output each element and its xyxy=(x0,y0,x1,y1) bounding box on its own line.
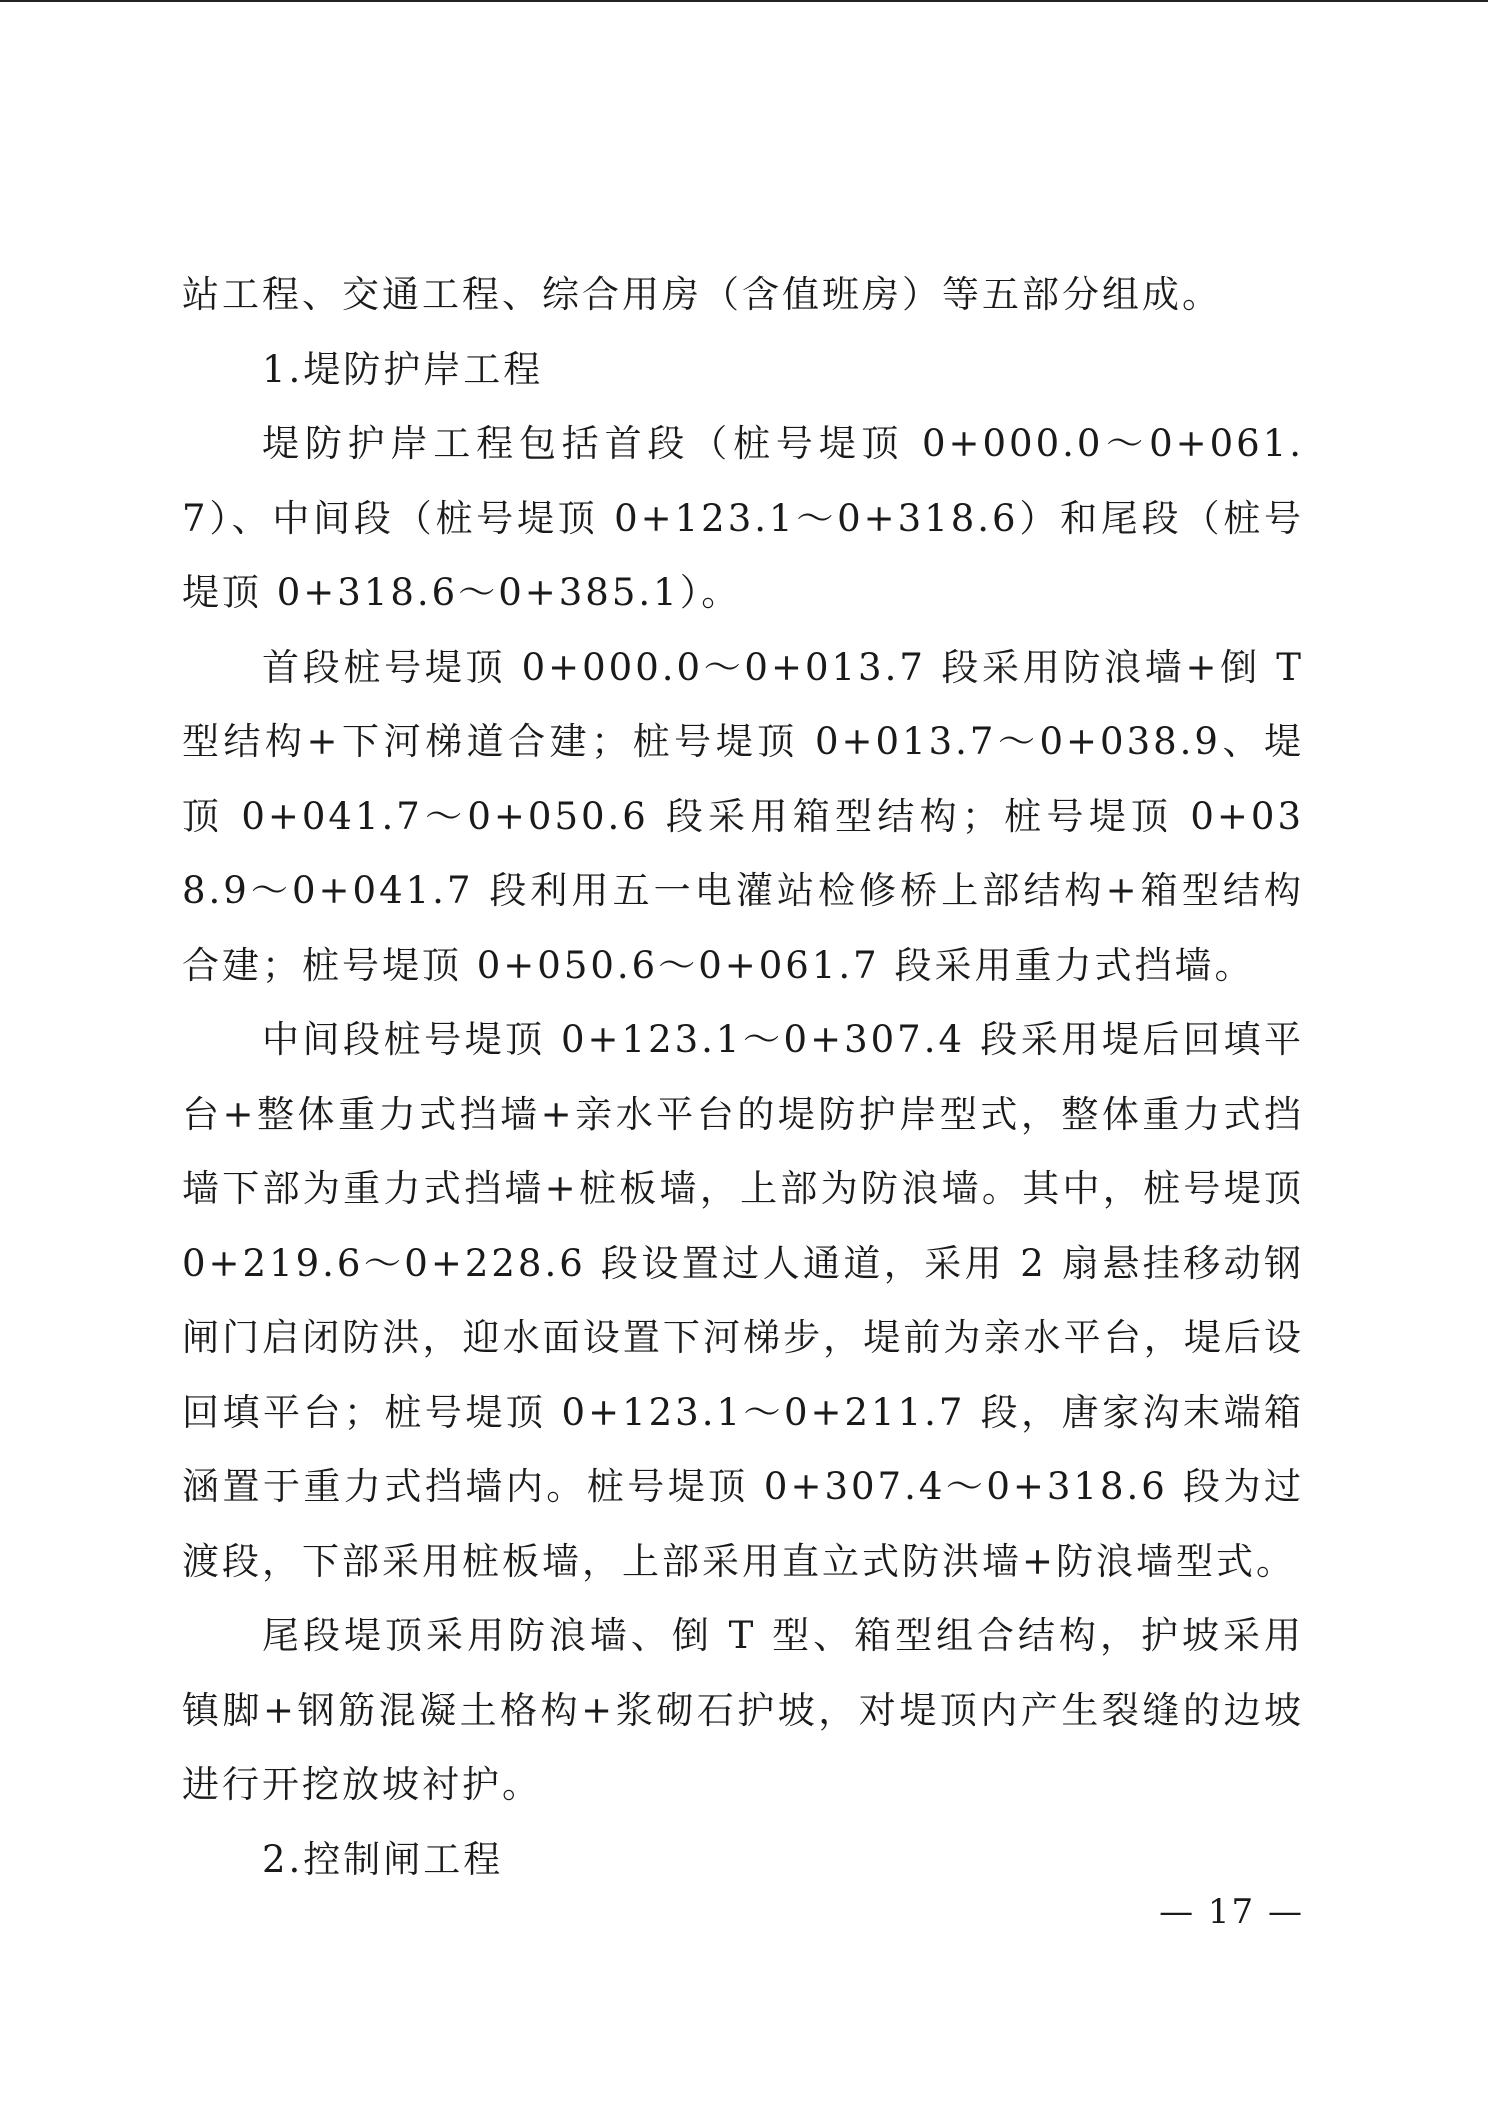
paragraph-continuation: 站工程、交通工程、综合用房（含值班房）等五部分组成。 xyxy=(182,273,1222,316)
section-heading-embankment: 1.堤防护岸工程 xyxy=(262,347,544,391)
page-number: — 17 — xyxy=(1159,1892,1304,1932)
document-body xyxy=(182,258,1304,1897)
paragraph-middle-section: 中间段桩号堤顶 0+123.1～0+307.4 段采用堤后回填平台+整体重力式挡墙+亲水平台的堤防护岸型式，整体重力式挡墙下部为重力式挡墙+桩板墙，上部为防浪墙。其中，桩号堤顶 0+219.6～0+228.6 段设置过人通道，采用 2 扇悬挂移动钢闸门启闭防洪，迎水面设置下河梯步，堤前为亲水平台，堤后设回填平台；桩号堤顶 0+123.1～0+211.7 段，唐家沟末端箱涵置于重力式挡墙内。桩号堤顶 0+307.4～0+318.6 段为过渡段，下部采用桩板墙，上部采用直立式防洪墙+防浪墙型式。 xyxy=(182,1018,1304,1583)
paragraph-first-section: 首段桩号堤顶 0+000.0～0+013.7 段采用防浪墙+倒 T 型结构+下河梯道合建；桩号堤顶 0+013.7～0+038.9、堤顶 0+041.7～0+050.6 段采用箱型结构；桩号堤顶 0+038.9～0+041.7 段利用五一电灌站检修桥上部结构+箱型结构合建；桩号堤顶 0+050.6～0+061.7 段采用重力式挡墙。 xyxy=(182,645,1304,987)
paragraph-tail-section: 尾段堤顶采用防浪墙、倒 T 型、箱型组合结构，护坡采用镇脚+钢筋混凝土格构+浆砌石护坡，对堤顶内产生裂缝的边坡进行开挖放坡衬护。 xyxy=(182,1614,1304,1806)
paragraph-embankment-overview: 堤防护岸工程包括首段（桩号堤顶 0+000.0～0+061.7）、中间段（桩号堤顶 0+123.1～0+318.6）和尾段（桩号堤顶 0+318.6～0+385.1）。 xyxy=(182,422,1304,614)
section-heading-control-gate: 2.控制闸工程 xyxy=(262,1837,504,1881)
page-top-border xyxy=(0,0,1488,2)
